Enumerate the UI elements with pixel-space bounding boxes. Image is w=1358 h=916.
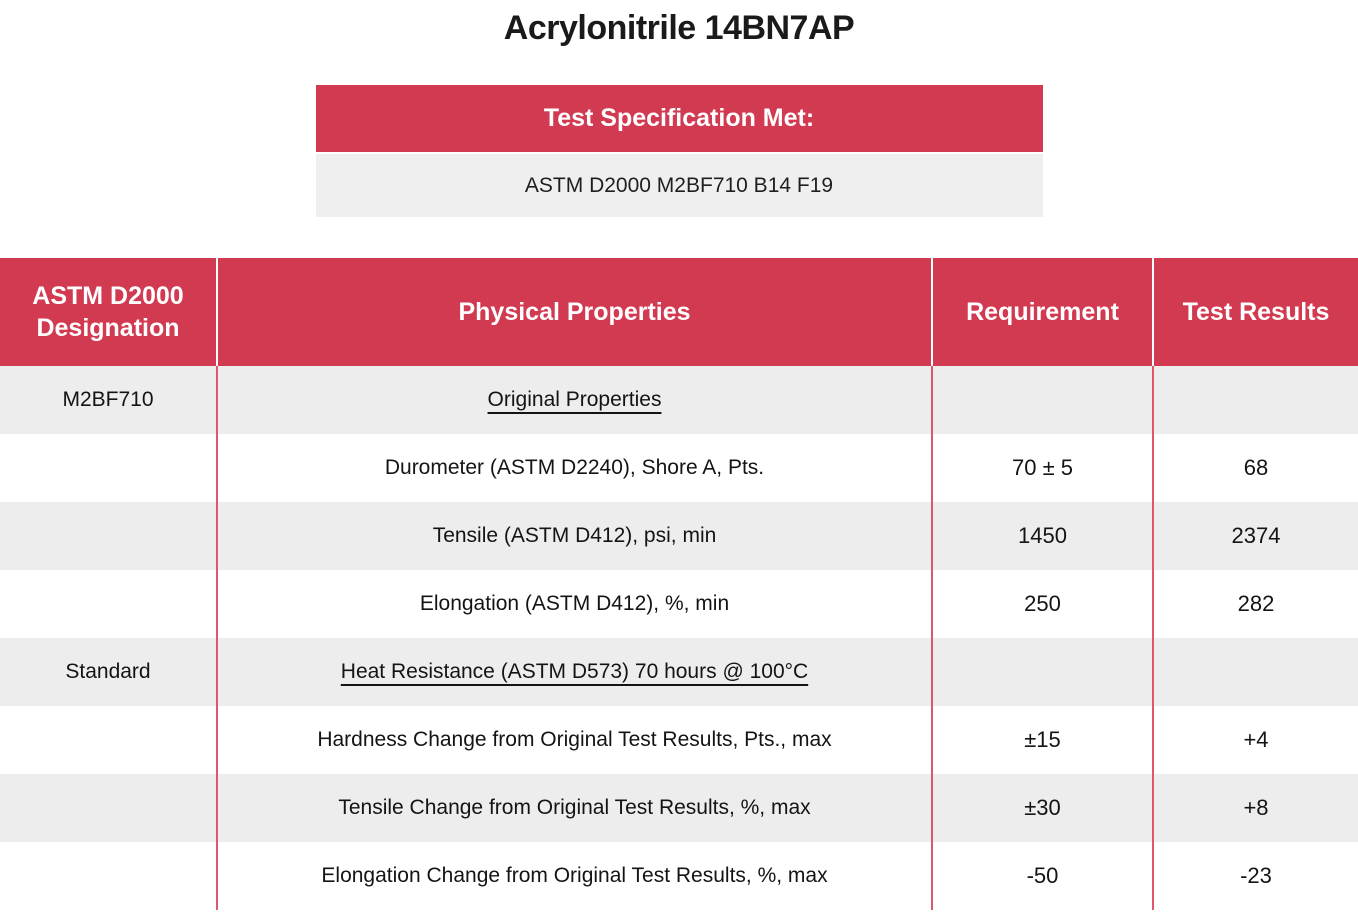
page-title: Acrylonitrile 14BN7AP bbox=[503, 9, 855, 47]
cell-designation bbox=[0, 570, 218, 638]
cell-requirement: 250 bbox=[933, 570, 1154, 638]
cell-designation: M2BF710 bbox=[0, 366, 218, 434]
cell-designation bbox=[0, 774, 218, 842]
cell-test-result bbox=[1154, 638, 1358, 706]
cell-property bbox=[218, 638, 933, 706]
cell-requirement bbox=[933, 366, 1154, 434]
table-row-original-properties bbox=[0, 366, 1358, 434]
column-header-test-results: Test Results bbox=[1182, 297, 1330, 326]
table-row-elongation-change bbox=[0, 842, 1358, 910]
table-header-row bbox=[0, 258, 1358, 366]
column-header-requirement: Requirement bbox=[933, 258, 1154, 366]
cell-property bbox=[218, 366, 933, 434]
cell-designation bbox=[0, 842, 218, 910]
table-row-elongation bbox=[0, 570, 1358, 638]
table-row-hardness-change bbox=[0, 706, 1358, 774]
cell-requirement: 70 ± 5 bbox=[933, 434, 1154, 502]
table-row-tensile bbox=[0, 502, 1358, 570]
spec-banner-value: ASTM D2000 M2BF710 B14 F19 bbox=[316, 154, 1043, 217]
section-heading: Heat Resistance (ASTM D573) 70 hours @ 100°C bbox=[340, 660, 809, 683]
spec-table bbox=[0, 258, 1358, 910]
column-header-physical-properties: Physical Properties bbox=[218, 258, 933, 366]
cell-requirement: -50 bbox=[933, 842, 1154, 910]
cell-property: Hardness Change from Original Test Results, Pts., max bbox=[218, 706, 933, 774]
cell-property: Tensile Change from Original Test Results, %, max bbox=[218, 774, 933, 842]
cell-designation bbox=[0, 434, 218, 502]
table-row-durometer bbox=[0, 434, 1358, 502]
spec-banner-header: Test Specification Met: bbox=[316, 85, 1043, 152]
cell-requirement: 1450 bbox=[933, 502, 1154, 570]
cell-test-result bbox=[1154, 366, 1358, 434]
spec-banner bbox=[316, 85, 1043, 217]
cell-requirement bbox=[933, 638, 1154, 706]
cell-test-result: +8 bbox=[1243, 795, 1269, 820]
cell-property: Elongation (ASTM D412), %, min bbox=[218, 570, 933, 638]
column-header-astm-designation: ASTM D2000 Designation bbox=[0, 258, 218, 366]
cell-test-result: 282 bbox=[1237, 591, 1275, 616]
cell-test-result: -23 bbox=[1240, 863, 1272, 888]
cell-property: Elongation Change from Original Test Results, %, max bbox=[218, 842, 933, 910]
cell-designation bbox=[0, 502, 218, 570]
cell-requirement: ±30 bbox=[933, 774, 1154, 842]
cell-designation: Standard bbox=[0, 638, 218, 706]
table-row-tensile-change bbox=[0, 774, 1358, 842]
cell-property: Tensile (ASTM D412), psi, min bbox=[218, 502, 933, 570]
cell-test-result: 2374 bbox=[1231, 523, 1281, 548]
cell-property: Durometer (ASTM D2240), Shore A, Pts. bbox=[218, 434, 933, 502]
cell-test-result: +4 bbox=[1243, 727, 1269, 752]
section-heading: Original Properties bbox=[487, 388, 662, 411]
cell-requirement: ±15 bbox=[933, 706, 1154, 774]
table-row-heat-resistance bbox=[0, 638, 1358, 706]
cell-designation bbox=[0, 706, 218, 774]
cell-test-result: 68 bbox=[1243, 455, 1269, 480]
